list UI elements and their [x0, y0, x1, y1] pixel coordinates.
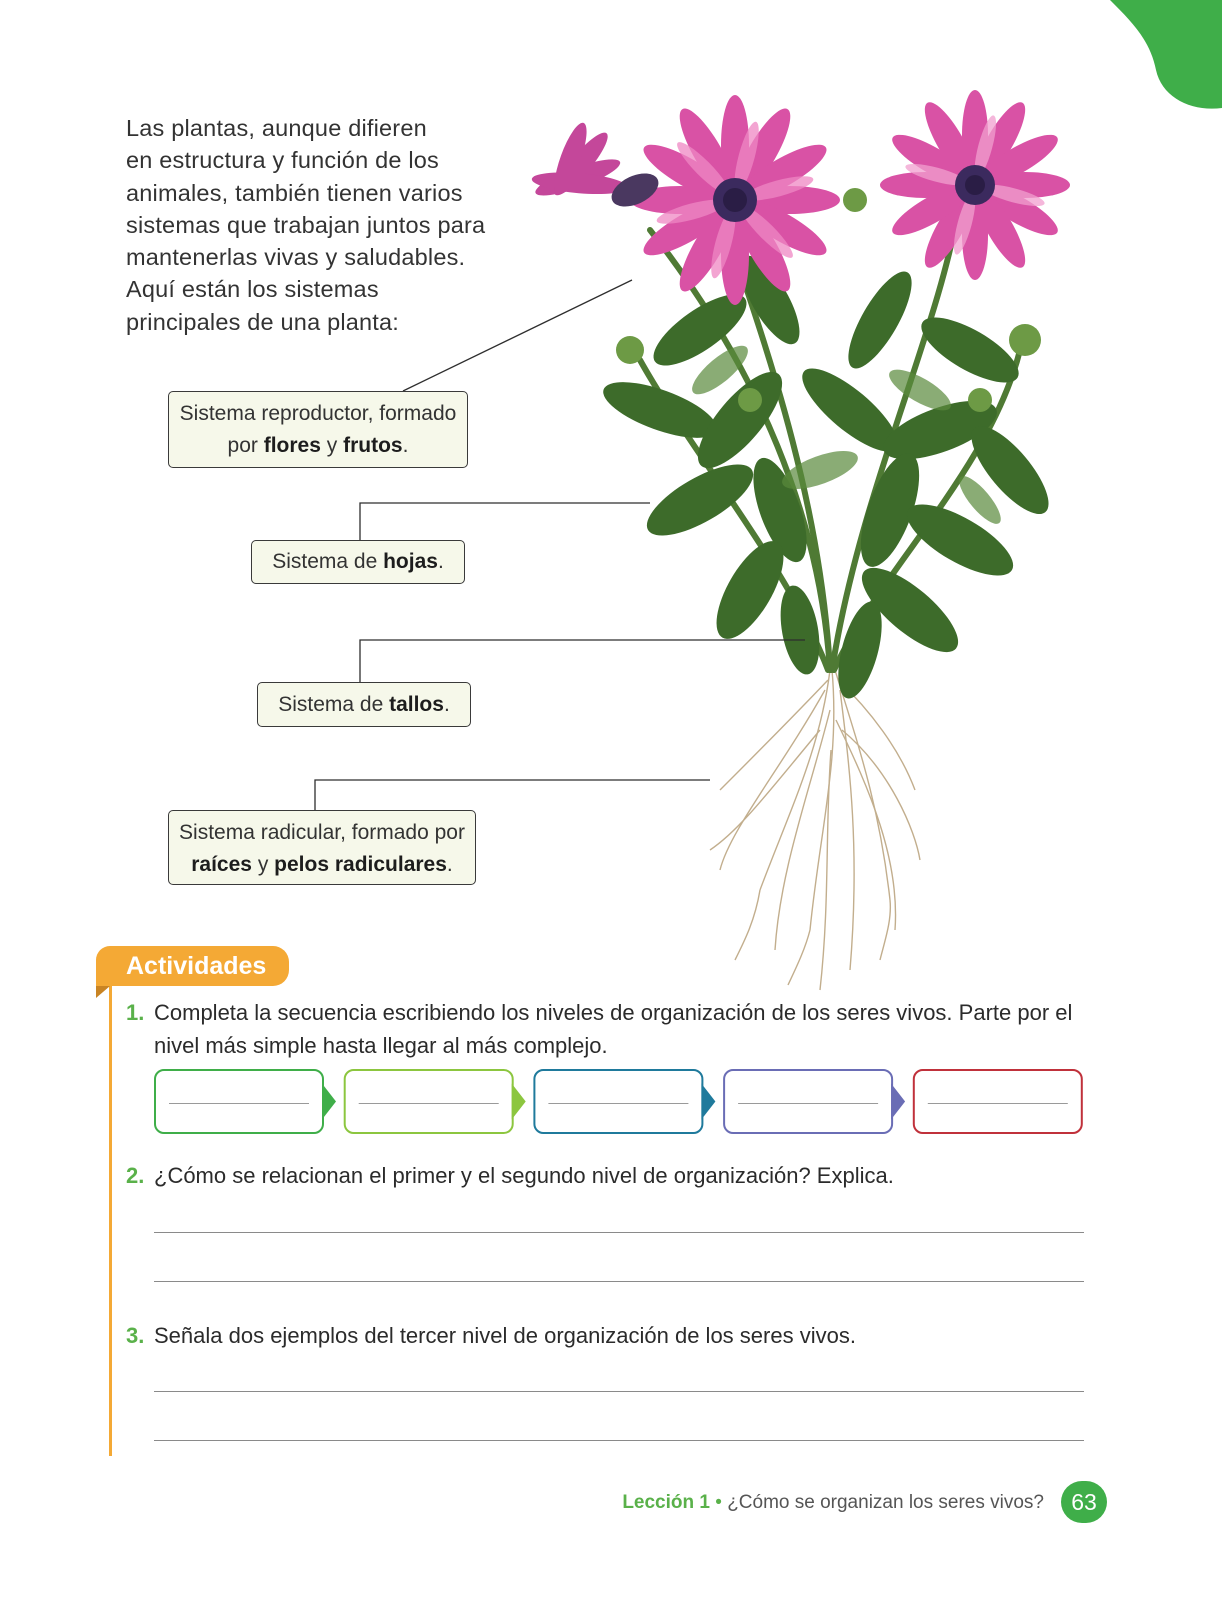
answer-line[interactable] — [154, 1391, 1084, 1392]
label-text: por — [227, 434, 264, 457]
label-text: . — [446, 853, 453, 876]
question-number: 3. — [126, 1323, 145, 1348]
sequence-arrow-icon — [322, 1084, 336, 1120]
question-number: 2. — [126, 1163, 145, 1188]
label-text: . — [402, 434, 409, 457]
question-3 — [126, 1319, 856, 1352]
answer-line[interactable] — [154, 1232, 1084, 1233]
footer-lesson: Lección 1 — [622, 1492, 710, 1513]
activities-rule — [109, 986, 112, 1456]
label-bold: hojas — [383, 550, 438, 573]
question-text: Señala dos ejemplos del tercer nivel de organización de los seres vivos. — [154, 1323, 856, 1348]
sequence-arrow-icon — [701, 1084, 715, 1120]
sequence-box[interactable] — [155, 1070, 336, 1133]
footer-title: ¿Cómo se organizan los seres vivos? — [727, 1492, 1044, 1513]
intro-line: Las plantas, aunque difieren — [126, 115, 427, 141]
label-line: Sistema reproductor, formado — [179, 402, 457, 425]
page-number: 63 — [1061, 1481, 1107, 1523]
label-bold: tallos — [389, 693, 444, 716]
label-text: y — [320, 434, 344, 457]
label-bold: frutos — [343, 434, 403, 457]
intro-line: mantenerlas vivas y saludables. — [126, 244, 466, 271]
intro-line: Aquí están los sistemas — [126, 276, 379, 303]
question-2 — [126, 1159, 894, 1192]
label-bold: flores — [263, 434, 321, 457]
sequence-box[interactable] — [534, 1070, 715, 1133]
label-line — [169, 849, 475, 881]
question-number: 1. — [126, 1000, 145, 1025]
activities-heading: Actividades — [96, 946, 289, 986]
question-line: Completa la secuencia escribiendo los niveles de organización de los seres vivos. Parte por el — [154, 1000, 1073, 1025]
label-text: . — [437, 550, 444, 573]
activities-tab-fold — [96, 986, 110, 998]
intro-line: sistemas que trabajan juntos para — [126, 211, 486, 238]
label-root-system — [168, 810, 476, 885]
sequence-arrow-icon — [512, 1084, 526, 1120]
sequence-box[interactable] — [345, 1070, 526, 1133]
label-line — [169, 430, 467, 462]
intro-line: animales, también tienen varios — [126, 179, 463, 206]
label-line: Sistema radicular, formado por — [179, 821, 465, 844]
sequence-boxes — [0, 1068, 1222, 1138]
answer-line[interactable] — [154, 1440, 1084, 1441]
question-1 — [126, 996, 1072, 1062]
intro-line: en estructura y función de los — [126, 147, 439, 174]
label-leaf-system — [251, 540, 465, 584]
sequence-box[interactable] — [914, 1070, 1082, 1133]
label-text: Sistema de — [272, 550, 384, 573]
label-reproductive-system — [168, 391, 468, 468]
footer — [622, 1488, 1044, 1518]
question-text — [154, 996, 1072, 1062]
label-bold: raíces — [191, 853, 252, 876]
label-bold: pelos radiculares — [274, 853, 447, 876]
label-text: . — [443, 693, 450, 716]
intro-line: principales de una planta: — [126, 308, 400, 335]
question-line: nivel más simple hasta llegar al más complejo. — [154, 1033, 608, 1058]
answer-line[interactable] — [154, 1281, 1084, 1282]
question-text: ¿Cómo se relacionan el primer y el segundo nivel de organización? Explica. — [154, 1163, 894, 1188]
footer-separator: • — [709, 1492, 728, 1513]
label-stem-system — [257, 682, 471, 727]
label-text: Sistema de — [278, 693, 390, 716]
sequence-box[interactable] — [724, 1070, 905, 1133]
label-text: y — [251, 853, 275, 876]
sequence-arrow-icon — [891, 1084, 905, 1120]
